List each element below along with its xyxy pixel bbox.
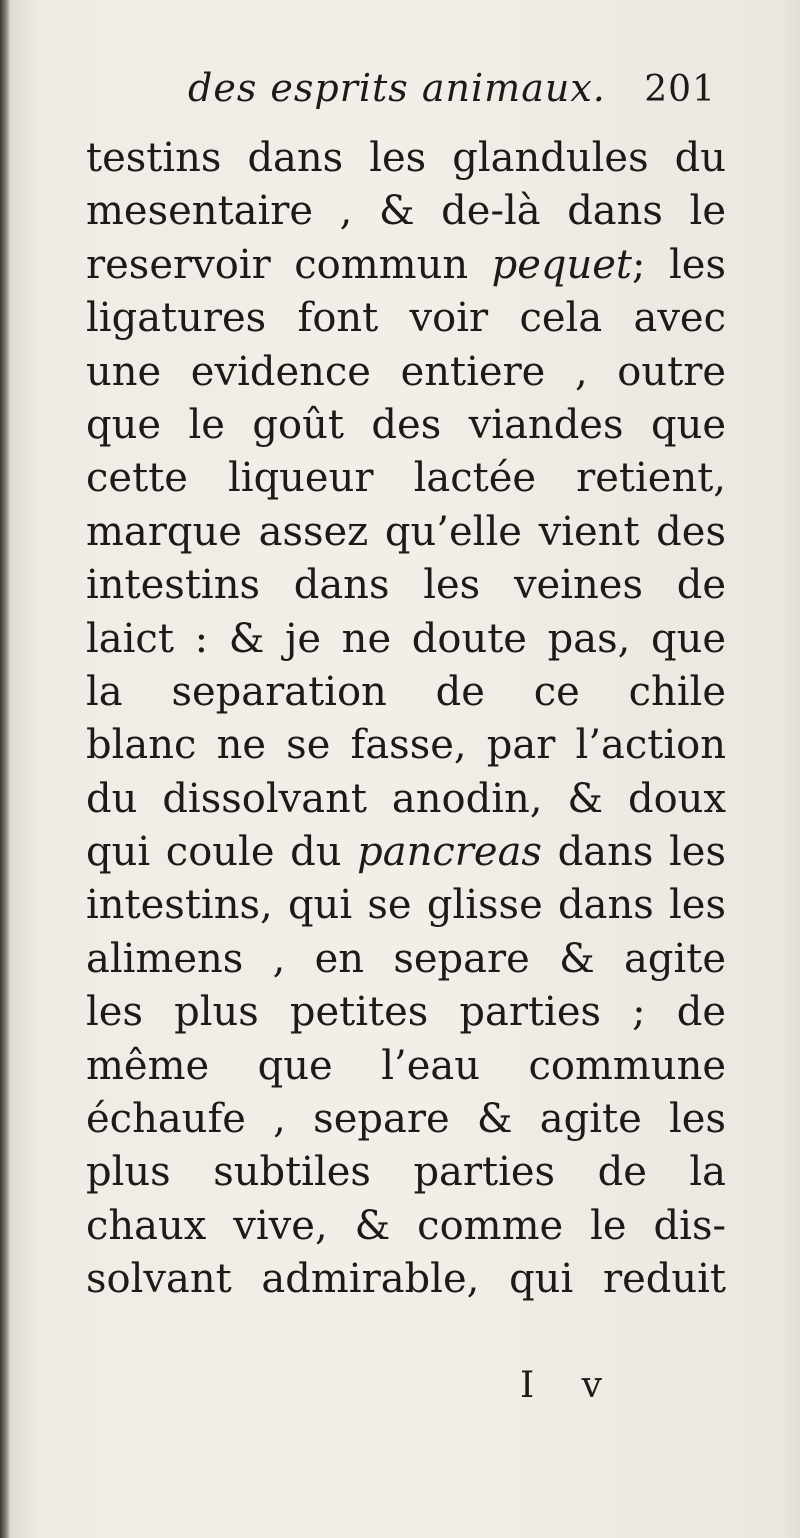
text-line: marque assez qu’elle vient des bbox=[86, 508, 726, 555]
text-line: solvant admirable, qui reduit bbox=[86, 1256, 726, 1303]
running-head bbox=[86, 66, 726, 132]
text-line: même que l’eau commune bbox=[86, 1042, 726, 1089]
text-line: que le goût des viandes que bbox=[86, 401, 726, 448]
text-segment: qui coule du bbox=[86, 829, 358, 876]
running-title: des esprits animaux. bbox=[188, 66, 606, 110]
text-block bbox=[86, 66, 726, 1307]
text-line: cette liqueur lactée retient, bbox=[86, 455, 726, 502]
text-line: plus subtiles parties de la bbox=[86, 1149, 726, 1196]
text-line: échaufe , separe & agite les bbox=[86, 1096, 726, 1143]
text-line: alimens , en separe & agite bbox=[86, 935, 726, 982]
page-number: 201 bbox=[644, 69, 716, 110]
italic-term: pequet bbox=[491, 241, 632, 288]
text-line: intestins, qui se glisse dans les bbox=[86, 882, 726, 929]
text-line: du dissolvant anodin, & doux bbox=[86, 775, 726, 822]
text-line: chaux vive, & comme le dis- bbox=[86, 1202, 726, 1249]
text-line: les plus petites parties ; de bbox=[86, 989, 726, 1036]
text-line: testins dans les glandules du bbox=[86, 135, 726, 181]
text-line: une evidence entiere , outre bbox=[86, 348, 726, 395]
signature-mark: I v bbox=[520, 1365, 621, 1406]
text-line: blanc ne se fasse, par l’action bbox=[86, 722, 726, 769]
text-line: mesentaire , & de-là dans le bbox=[86, 188, 726, 235]
text-line: ligatures font voir cela avec bbox=[86, 295, 726, 342]
text-segment: reservoir commun bbox=[86, 241, 492, 288]
italic-term: pancreas bbox=[357, 829, 542, 876]
text-line: la separation de ce chile bbox=[86, 668, 726, 715]
text-line: intestins dans les veines de bbox=[86, 562, 726, 609]
text-segment: dans les bbox=[541, 829, 726, 876]
text-line bbox=[86, 239, 726, 292]
text-segment: ; les bbox=[632, 241, 726, 288]
text-line bbox=[86, 826, 726, 879]
text-line: laict : & je ne doute pas, que bbox=[86, 615, 726, 662]
page-gutter bbox=[0, 0, 10, 1538]
